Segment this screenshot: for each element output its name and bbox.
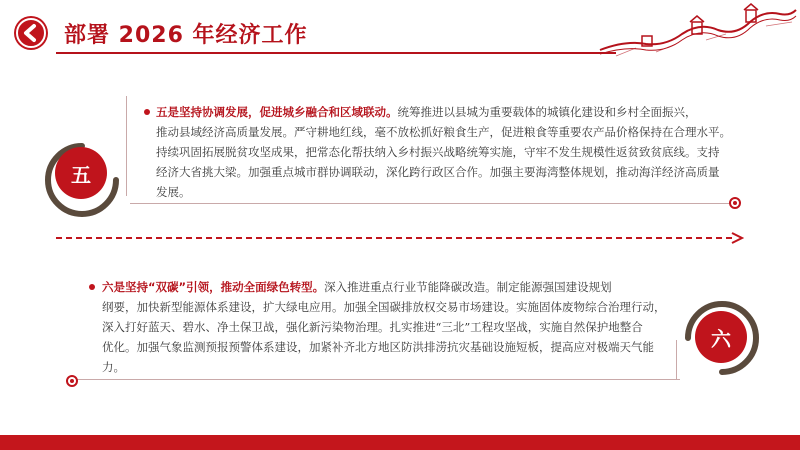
section-6-line: 深入打好蓝天、碧水、净土保卫战，强化新污染物治理。扎实推进“三北”工程攻坚战，实施自然保护地整合: [102, 320, 643, 334]
section-6-baseline: [76, 379, 680, 380]
section-5-line: 推动县域经济高质量发展。严守耕地红线，毫不放松抓好粮食生产，促进粮食等重要农产品价格保持在合理水平。: [156, 125, 731, 139]
section-divider: [56, 237, 732, 239]
footer-band: [0, 435, 800, 450]
section-6-lead: 六是坚持“双碳”引领，推动全面绿色转型。: [102, 280, 325, 294]
section-5-line: 经济大省挑大梁。加强重点城市群协调联动，深化跨行政区合作。加强主要海湾整体规划，推动海洋经济高质量: [156, 165, 720, 179]
section-5-bullet: [144, 109, 150, 115]
great-wall-icon: [596, 0, 800, 60]
section-5-line: 发展。: [156, 185, 191, 199]
section-6-line: 纲要，加快新型能源体系建设，扩大绿电应用。加强全国碳排放权交易市场建设。实施固体废物综合治理行动，: [102, 300, 666, 314]
section-6-line: 力。: [102, 360, 125, 374]
page-title: 部署 2026 年经济工作: [64, 23, 308, 48]
arrow-right-icon: [730, 232, 744, 244]
section-6-badge: 六: [695, 311, 747, 363]
section-6-line: 深入推进重点行业节能降碳改造。制定能源强国建设规划: [324, 280, 612, 294]
section-5-baseline: [130, 203, 736, 204]
section-6-text: [102, 277, 702, 377]
title-underline: [56, 52, 616, 54]
header: [0, 0, 800, 60]
section-6-line: 优化。加强气象监测预报预警体系建设，加紧补齐北方地区防洪排涝抗灾基础设施短板，提高应对极端天气能: [102, 340, 654, 354]
section-5-connector: [126, 96, 127, 196]
section-5-line: 统筹推进以县城为重要载体的城镇化建设和乡村全面振兴，: [397, 105, 697, 119]
section-6-bullet: [89, 284, 95, 290]
section-5-line: 持续巩固拓展脱贫攻坚成果，把常态化帮扶纳入乡村振兴战略统筹实施，守牢不发生规模性返贫致贫底线。支持: [156, 145, 720, 159]
chevron-left-icon[interactable]: [14, 16, 48, 50]
section-5-lead: 五是坚持协调发展，促进城乡融合和区域联动。: [156, 105, 398, 119]
section-5-badge: 五: [55, 147, 107, 199]
section-6-connector: [676, 340, 677, 380]
section-5-text: [156, 102, 776, 202]
section-6-end-dot: [66, 375, 78, 387]
